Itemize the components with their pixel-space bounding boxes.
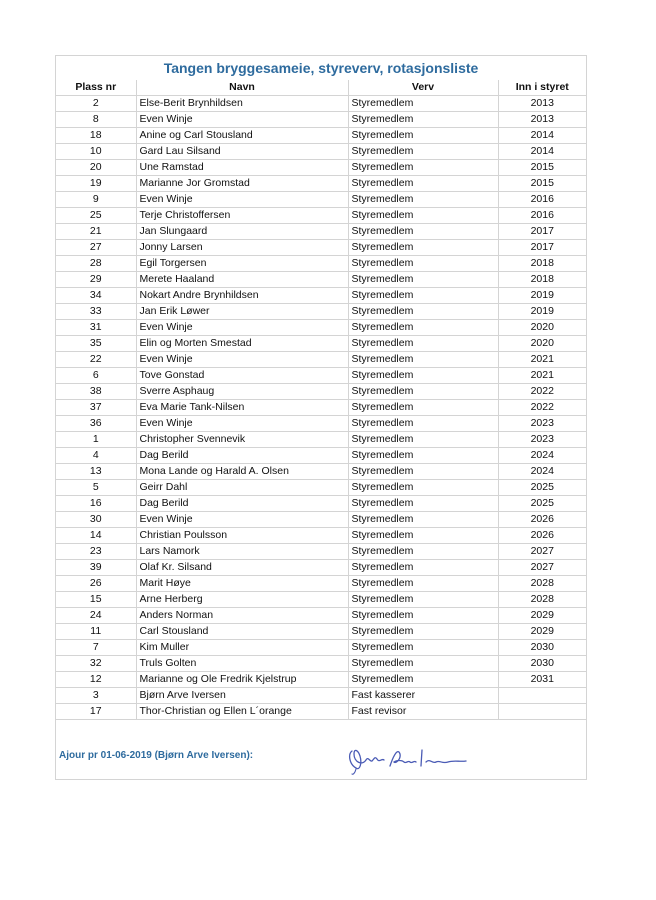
table-row [56, 112, 586, 128]
cell-verv: Styremedlem [348, 208, 498, 224]
cell-verv: Fast kasserer [348, 688, 498, 704]
table-row [56, 256, 586, 272]
cell-inn-i-styret: 2024 [498, 448, 586, 464]
table-row [56, 208, 586, 224]
cell-inn-i-styret: 2022 [498, 400, 586, 416]
cell-navn: Christian Poulsson [136, 528, 348, 544]
cell-verv: Styremedlem [348, 640, 498, 656]
table-row [56, 416, 586, 432]
cell-navn: Even Winje [136, 112, 348, 128]
cell-inn-i-styret: 2030 [498, 640, 586, 656]
cell-navn: Even Winje [136, 416, 348, 432]
header-inn-i-styret: Inn i styret [498, 80, 586, 96]
cell-plass-nr: 7 [56, 640, 136, 656]
cell-navn: Marianne og Ole Fredrik Kjelstrup [136, 672, 348, 688]
cell-navn: Dag Berild [136, 448, 348, 464]
header-plass-nr: Plass nr [56, 80, 136, 96]
cell-verv: Styremedlem [348, 432, 498, 448]
cell-navn: Even Winje [136, 352, 348, 368]
cell-verv: Styremedlem [348, 320, 498, 336]
cell-inn-i-styret: 2025 [498, 496, 586, 512]
cell-plass-nr: 37 [56, 400, 136, 416]
cell-verv: Styremedlem [348, 512, 498, 528]
cell-navn: Marianne Jor Gromstad [136, 176, 348, 192]
cell-navn: Thor-Christian og Ellen L´orange [136, 704, 348, 720]
table-row [56, 400, 586, 416]
cell-verv: Styremedlem [348, 464, 498, 480]
cell-navn: Even Winje [136, 320, 348, 336]
cell-verv: Styremedlem [348, 112, 498, 128]
header-row [56, 80, 586, 96]
table-row [56, 608, 586, 624]
cell-navn: Terje Christoffersen [136, 208, 348, 224]
cell-plass-nr: 4 [56, 448, 136, 464]
table-row [56, 544, 586, 560]
cell-plass-nr: 16 [56, 496, 136, 512]
cell-plass-nr: 23 [56, 544, 136, 560]
cell-navn: Merete Haaland [136, 272, 348, 288]
cell-navn: Mona Lande og Harald A. Olsen [136, 464, 348, 480]
cell-plass-nr: 36 [56, 416, 136, 432]
cell-inn-i-styret: 2030 [498, 656, 586, 672]
cell-plass-nr: 26 [56, 576, 136, 592]
cell-plass-nr: 12 [56, 672, 136, 688]
cell-inn-i-styret: 2025 [498, 480, 586, 496]
table-row [56, 496, 586, 512]
table-row [56, 640, 586, 656]
cell-plass-nr: 20 [56, 160, 136, 176]
cell-navn: Geirr Dahl [136, 480, 348, 496]
cell-verv: Styremedlem [348, 560, 498, 576]
table-row [56, 352, 586, 368]
cell-plass-nr: 15 [56, 592, 136, 608]
table-row [56, 464, 586, 480]
table-row [56, 336, 586, 352]
cell-verv: Styremedlem [348, 576, 498, 592]
cell-navn: Dag Berild [136, 496, 348, 512]
table-row [56, 512, 586, 528]
signature [344, 742, 474, 776]
cell-inn-i-styret: 2028 [498, 592, 586, 608]
cell-navn: Anders Norman [136, 608, 348, 624]
cell-verv: Styremedlem [348, 592, 498, 608]
cell-plass-nr: 18 [56, 128, 136, 144]
cell-verv: Styremedlem [348, 608, 498, 624]
cell-verv: Styremedlem [348, 144, 498, 160]
cell-inn-i-styret: 2028 [498, 576, 586, 592]
cell-verv: Styremedlem [348, 624, 498, 640]
table-row [56, 432, 586, 448]
cell-plass-nr: 3 [56, 688, 136, 704]
table-row [56, 128, 586, 144]
cell-verv: Styremedlem [348, 240, 498, 256]
table-row [56, 240, 586, 256]
rotation-table [56, 80, 586, 720]
cell-plass-nr: 27 [56, 240, 136, 256]
cell-navn: Carl Stousland [136, 624, 348, 640]
cell-plass-nr: 33 [56, 304, 136, 320]
sheet [55, 55, 587, 780]
cell-inn-i-styret: 2020 [498, 336, 586, 352]
table-row [56, 448, 586, 464]
cell-inn-i-styret: 2020 [498, 320, 586, 336]
cell-navn: Nokart Andre Brynhildsen [136, 288, 348, 304]
cell-inn-i-styret: 2031 [498, 672, 586, 688]
cell-navn: Even Winje [136, 192, 348, 208]
cell-verv: Styremedlem [348, 96, 498, 112]
cell-plass-nr: 30 [56, 512, 136, 528]
cell-inn-i-styret: 2021 [498, 368, 586, 384]
cell-navn: Jan Slungaard [136, 224, 348, 240]
cell-inn-i-styret: 2016 [498, 208, 586, 224]
table-body [56, 96, 586, 720]
cell-navn: Christopher Svennevik [136, 432, 348, 448]
cell-plass-nr: 2 [56, 96, 136, 112]
cell-plass-nr: 5 [56, 480, 136, 496]
cell-inn-i-styret: 2014 [498, 128, 586, 144]
cell-verv: Styremedlem [348, 128, 498, 144]
cell-verv: Styremedlem [348, 224, 498, 240]
cell-plass-nr: 32 [56, 656, 136, 672]
cell-verv: Styremedlem [348, 416, 498, 432]
cell-verv: Styremedlem [348, 336, 498, 352]
cell-navn: Truls Golten [136, 656, 348, 672]
cell-verv: Styremedlem [348, 256, 498, 272]
cell-plass-nr: 14 [56, 528, 136, 544]
table-row [56, 144, 586, 160]
cell-verv: Styremedlem [348, 496, 498, 512]
cell-navn: Sverre Asphaug [136, 384, 348, 400]
cell-navn: Egil Torgersen [136, 256, 348, 272]
cell-plass-nr: 19 [56, 176, 136, 192]
table-row [56, 624, 586, 640]
cell-navn: Jan Erik Løwer [136, 304, 348, 320]
cell-plass-nr: 11 [56, 624, 136, 640]
cell-plass-nr: 10 [56, 144, 136, 160]
table-row [56, 96, 586, 112]
cell-inn-i-styret: 2015 [498, 160, 586, 176]
cell-plass-nr: 39 [56, 560, 136, 576]
cell-inn-i-styret: 2017 [498, 240, 586, 256]
cell-verv: Styremedlem [348, 304, 498, 320]
table-row [56, 560, 586, 576]
cell-inn-i-styret: 2022 [498, 384, 586, 400]
cell-inn-i-styret: 2026 [498, 512, 586, 528]
cell-inn-i-styret: 2021 [498, 352, 586, 368]
cell-inn-i-styret: 2016 [498, 192, 586, 208]
cell-plass-nr: 29 [56, 272, 136, 288]
cell-verv: Styremedlem [348, 384, 498, 400]
table-row [56, 320, 586, 336]
table-row [56, 480, 586, 496]
cell-navn: Tove Gonstad [136, 368, 348, 384]
table-row [56, 176, 586, 192]
table-row [56, 288, 586, 304]
cell-plass-nr: 38 [56, 384, 136, 400]
cell-plass-nr: 6 [56, 368, 136, 384]
cell-plass-nr: 24 [56, 608, 136, 624]
cell-inn-i-styret: 2019 [498, 304, 586, 320]
table-row [56, 592, 586, 608]
cell-inn-i-styret [498, 688, 586, 704]
cell-inn-i-styret: 2019 [498, 288, 586, 304]
cell-verv: Styremedlem [348, 672, 498, 688]
cell-verv: Fast revisor [348, 704, 498, 720]
cell-inn-i-styret: 2018 [498, 272, 586, 288]
cell-navn: Lars Namork [136, 544, 348, 560]
cell-inn-i-styret: 2027 [498, 560, 586, 576]
cell-navn: Even Winje [136, 512, 348, 528]
table-row [56, 672, 586, 688]
cell-inn-i-styret: 2026 [498, 528, 586, 544]
cell-navn: Elin og Morten Smestad [136, 336, 348, 352]
cell-navn: Gard Lau Silsand [136, 144, 348, 160]
cell-inn-i-styret: 2017 [498, 224, 586, 240]
cell-inn-i-styret: 2029 [498, 624, 586, 640]
cell-verv: Styremedlem [348, 160, 498, 176]
table-row [56, 368, 586, 384]
cell-inn-i-styret: 2023 [498, 432, 586, 448]
cell-navn: Anine og Carl Stousland [136, 128, 348, 144]
table-row [56, 528, 586, 544]
table-row [56, 304, 586, 320]
cell-navn: Jonny Larsen [136, 240, 348, 256]
table-row [56, 272, 586, 288]
cell-inn-i-styret: 2023 [498, 416, 586, 432]
cell-inn-i-styret: 2024 [498, 464, 586, 480]
cell-navn: Kim Muller [136, 640, 348, 656]
cell-inn-i-styret: 2013 [498, 112, 586, 128]
cell-inn-i-styret [498, 704, 586, 720]
cell-verv: Styremedlem [348, 656, 498, 672]
cell-plass-nr: 9 [56, 192, 136, 208]
cell-plass-nr: 34 [56, 288, 136, 304]
cell-navn: Else-Berit Brynhildsen [136, 96, 348, 112]
page-title: Tangen bryggesameie, styreverv, rotasjonsliste [56, 56, 586, 81]
cell-inn-i-styret: 2013 [498, 96, 586, 112]
cell-verv: Styremedlem [348, 176, 498, 192]
cell-inn-i-styret: 2018 [498, 256, 586, 272]
cell-verv: Styremedlem [348, 192, 498, 208]
cell-inn-i-styret: 2029 [498, 608, 586, 624]
table-row [56, 192, 586, 208]
cell-plass-nr: 35 [56, 336, 136, 352]
cell-verv: Styremedlem [348, 368, 498, 384]
table-row [56, 224, 586, 240]
cell-inn-i-styret: 2015 [498, 176, 586, 192]
cell-plass-nr: 28 [56, 256, 136, 272]
cell-plass-nr: 31 [56, 320, 136, 336]
table-row [56, 384, 586, 400]
cell-navn: Arne Herberg [136, 592, 348, 608]
header-verv: Verv [348, 80, 498, 96]
cell-plass-nr: 17 [56, 704, 136, 720]
cell-navn: Une Ramstad [136, 160, 348, 176]
cell-inn-i-styret: 2027 [498, 544, 586, 560]
cell-inn-i-styret: 2014 [498, 144, 586, 160]
header-navn: Navn [136, 80, 348, 96]
cell-verv: Styremedlem [348, 448, 498, 464]
cell-navn: Marit Høye [136, 576, 348, 592]
cell-verv: Styremedlem [348, 272, 498, 288]
cell-verv: Styremedlem [348, 480, 498, 496]
cell-plass-nr: 8 [56, 112, 136, 128]
table-row [56, 576, 586, 592]
cell-verv: Styremedlem [348, 544, 498, 560]
footer-note: Ajour pr 01-06-2019 (Bjørn Arve Iversen): [59, 750, 254, 761]
cell-plass-nr: 25 [56, 208, 136, 224]
table-row [56, 704, 586, 720]
cell-verv: Styremedlem [348, 352, 498, 368]
cell-plass-nr: 13 [56, 464, 136, 480]
cell-plass-nr: 21 [56, 224, 136, 240]
table-row [56, 688, 586, 704]
table-row [56, 656, 586, 672]
cell-plass-nr: 1 [56, 432, 136, 448]
cell-navn: Olaf Kr. Silsand [136, 560, 348, 576]
cell-verv: Styremedlem [348, 400, 498, 416]
cell-navn: Bjørn Arve Iversen [136, 688, 348, 704]
cell-navn: Eva Marie Tank-Nilsen [136, 400, 348, 416]
cell-verv: Styremedlem [348, 288, 498, 304]
cell-verv: Styremedlem [348, 528, 498, 544]
table-row [56, 160, 586, 176]
cell-plass-nr: 22 [56, 352, 136, 368]
